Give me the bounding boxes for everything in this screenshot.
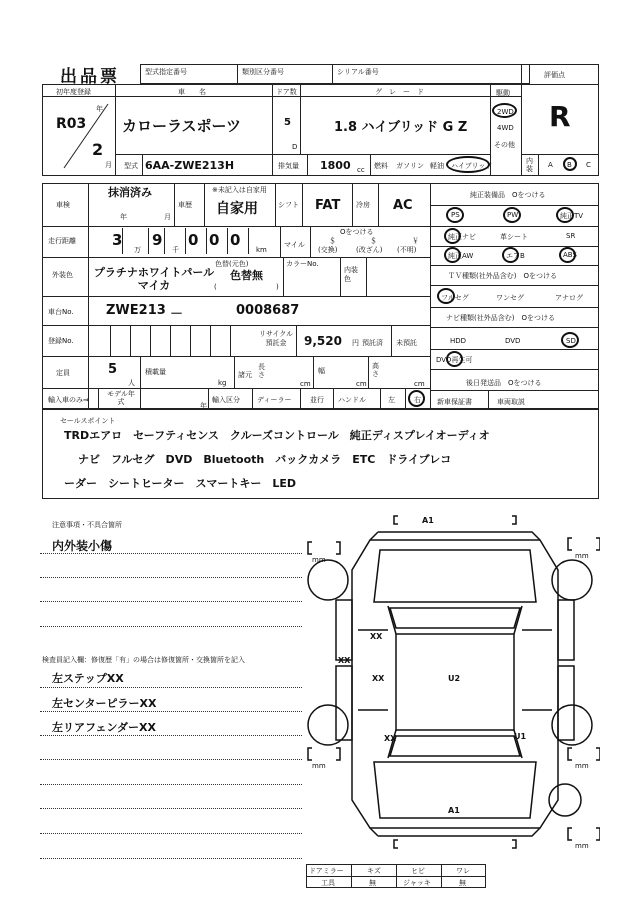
first-reg-year: R03 <box>56 116 87 132</box>
fuel-hybrid-circle <box>446 156 493 173</box>
caution-label: 注意事項・不具合箇所 <box>52 521 122 529</box>
exchange-symbol: ＄ <box>329 237 336 245</box>
color-change-value: 色替無 <box>230 269 263 282</box>
mileage-digit: 0 <box>188 231 199 249</box>
option-genuine-navi-circle <box>444 228 461 244</box>
inspection-year-unit: 年 <box>120 213 127 221</box>
chassis-prefix: ZWE213 <box>106 303 166 318</box>
evaluation-label: 評価点 <box>544 71 565 79</box>
mileage-digit: 9 <box>152 231 163 249</box>
color-change-label: 色替(元色) <box>215 260 249 268</box>
tv-fullseg-circle <box>437 288 455 304</box>
sen-unit: 千 <box>172 246 179 254</box>
serial-no-label: シリアル番号 <box>337 68 379 76</box>
grade-value: 1.8 ハイブリッド G Z <box>334 120 468 135</box>
man-unit: 万 <box>134 246 141 254</box>
km-unit: km <box>256 246 267 254</box>
option-sr: SR <box>566 232 576 240</box>
grade-label: グ レ ー ド <box>375 88 424 96</box>
dvd-play-circle <box>446 351 463 367</box>
type-label: 型式 <box>124 162 138 170</box>
equip-value: ジャッキ <box>403 879 431 887</box>
option-abs-circle <box>559 247 576 263</box>
damage-mark: XX <box>384 734 397 743</box>
mm-unit: mm <box>312 556 326 564</box>
later-manual: 車両取説 <box>497 398 525 406</box>
height-label: 高さ <box>372 362 379 378</box>
cc-unit: cc <box>357 166 365 174</box>
handle-label: ハンドル <box>338 396 366 404</box>
history-value: 自家用 <box>216 201 258 217</box>
damage-mark: U1 <box>514 732 527 741</box>
repair-line: 左センターピラーXX <box>52 697 157 710</box>
recycle-label: リサイクル預託金 <box>258 330 294 347</box>
displacement-label: 排気量 <box>278 162 299 170</box>
repair-line: 左ステップXX <box>52 672 124 685</box>
model-year-label: モデル年式 <box>107 390 135 406</box>
circle-note: Oをつける <box>340 228 374 236</box>
shift-label: シフト <box>278 201 299 209</box>
shift-value: FAT <box>315 198 341 213</box>
length-cm: cm <box>300 380 311 388</box>
car-name: カローラスポーツ <box>122 117 241 135</box>
option-genuine-tv: 純正TV <box>560 212 584 220</box>
option-genuine-tv-circle <box>556 207 574 223</box>
month-suffix: 月 <box>105 161 112 169</box>
fuel-gasoline: ガソリン <box>396 162 424 170</box>
color-paren-left: ( <box>214 283 217 291</box>
drive-2wd-circle <box>492 103 517 118</box>
damage-mark: XX <box>372 674 385 683</box>
fuel-label: 燃料 <box>374 162 388 170</box>
recycle-deposited: 預託済 <box>362 339 383 347</box>
handle-right: 右 <box>414 396 421 404</box>
mileage-label: 走行距離 <box>48 237 76 245</box>
drive-4wd: 4WD <box>497 124 514 132</box>
import-parallel: 並行 <box>310 396 324 404</box>
inspector-label: 検査員記入欄：修復歴「有」の場合は修復箇所・交換箇所を記入 <box>42 656 245 664</box>
sales-line: ナビ フルセグ DVD Bluetooth バックカメラ ETC ドライブレコ <box>78 453 452 466</box>
tv-fullseg: フルセグ <box>441 294 469 302</box>
capacity-label: 定員 <box>56 369 70 377</box>
load-kg: kg <box>218 379 227 387</box>
history-note: ※未記入は自家用 <box>212 186 267 194</box>
handle-left: 左 <box>388 396 395 404</box>
recycle-value: 9,520 <box>304 334 342 348</box>
later-warranty: 新車保証書 <box>437 398 472 406</box>
color-paren-right: ) <box>276 283 279 291</box>
mileage-digit: 0 <box>209 231 220 249</box>
color-value: プラチナホワイトパールマイカ <box>93 266 215 292</box>
drive-other: その他 <box>494 141 515 149</box>
doors-label: ドア数 <box>276 88 297 96</box>
interior-c: C <box>586 161 591 169</box>
navi-sd-circle <box>561 332 579 348</box>
option-ps-circle <box>446 207 464 223</box>
chassis-label: 車台No. <box>48 308 74 316</box>
damage-mark: A1 <box>448 806 460 815</box>
ac-value: AC <box>393 198 413 213</box>
import-label: 輸入車のみ⇒ <box>48 396 89 404</box>
option-airbag-circle <box>502 247 519 263</box>
tv-oneseg: ワンセグ <box>496 294 524 302</box>
recycle-yen: 円 <box>352 339 359 347</box>
width-cm: cm <box>356 380 367 388</box>
mile-label: マイル <box>284 241 305 249</box>
exchange-label: (交換) <box>318 246 338 254</box>
equip-row-label: 工具 <box>321 879 335 887</box>
color-label: 外装色 <box>52 271 73 279</box>
first-reg-month: 2 <box>92 140 104 159</box>
damage-mark: A1 <box>422 516 434 525</box>
option-abs: ABS <box>563 251 577 259</box>
tv-title: ＴＶ種類(社外品含む) Oをつける <box>448 272 557 280</box>
model-no-label: 型式指定番号 <box>145 68 187 76</box>
sales-label: セールスポイント <box>60 417 116 425</box>
navi-sd: SD <box>566 337 576 345</box>
kaizan-label: (改ざん) <box>356 246 383 254</box>
option-airbag: エアB <box>506 252 525 260</box>
chassis-number: 0008687 <box>236 303 300 318</box>
fumei-symbol: ￥ <box>412 237 419 245</box>
interior-color-label: 内装色 <box>344 266 358 283</box>
option-ps: PS <box>451 211 460 219</box>
page-title: 出品票 <box>60 67 120 87</box>
navi-title: ナビ種類(社外品含む) Oをつける <box>446 314 555 322</box>
equip-value: 無 <box>369 879 376 887</box>
equip-header: ドアミラー <box>309 867 344 875</box>
navi-hdd: HDD <box>450 337 467 345</box>
handle-right-circle <box>408 390 425 407</box>
color-no-label: カラーNo. <box>286 260 319 268</box>
caution-line: 内外装小傷 <box>52 539 113 553</box>
length-label: 長さ <box>258 363 265 379</box>
genuine-title: 純正装備品 Oをつける <box>470 191 546 199</box>
drive-2wd: 2WD <box>497 108 514 116</box>
height-cm: cm <box>414 380 425 388</box>
kaizan-symbol: ＄ <box>370 237 377 245</box>
load-label: 積載量 <box>145 368 166 376</box>
doors-sub: D <box>292 143 298 151</box>
capacity-value: 5 <box>108 362 118 377</box>
dims-label: 諸元 <box>238 371 252 379</box>
mm-unit: mm <box>575 762 589 770</box>
ac-label: 冷房 <box>356 201 370 209</box>
option-pw: PW <box>507 211 519 219</box>
tv-analog: アナログ <box>555 294 583 302</box>
damage-mark: XX <box>370 632 383 641</box>
sales-line: ーダー シートヒーター スマートキー LED <box>64 477 296 490</box>
inspection-value: 抹消済み <box>108 186 152 199</box>
import-dealer: ディーラー <box>257 396 292 404</box>
equip-header: ワレ <box>456 867 470 875</box>
repair-line: 左リアフェンダーXX <box>52 721 156 734</box>
car-damage-diagram <box>300 510 600 860</box>
first-reg-label: 初年度登録 <box>56 88 91 96</box>
doors-value: 5 <box>284 117 291 128</box>
fuel-diesel: 軽油 <box>430 162 444 170</box>
capacity-unit: 人 <box>128 379 135 387</box>
option-genuine-aw-circle <box>444 247 461 263</box>
mileage-digit: 0 <box>230 231 241 249</box>
navi-dvd: DVD <box>505 337 521 345</box>
mm-unit: mm <box>312 762 326 770</box>
import-div-label: 輸入区分 <box>212 396 240 404</box>
equip-header: ヒビ <box>411 867 425 875</box>
chassis-dash: － <box>170 307 184 322</box>
recycle-not-deposited: 未預託 <box>396 339 417 347</box>
equip-value: 無 <box>459 879 466 887</box>
fuel-hybrid: ハイブリッド <box>451 162 493 170</box>
option-genuine-aw: 純正AW <box>448 252 474 260</box>
year-suffix: 年 <box>96 105 103 113</box>
interior-b-circle <box>563 157 577 171</box>
mm-unit: mm <box>575 552 589 560</box>
class-no-label: 類別区分番号 <box>242 68 284 76</box>
dvd-play: DVD再生可 <box>436 356 473 364</box>
mm-unit: mm <box>575 842 589 850</box>
option-genuine-navi: 純正ナビ <box>448 233 476 241</box>
reg-no-label: 登録No. <box>48 337 74 345</box>
interior-a: A <box>548 161 553 169</box>
sales-line: TRDエアロ セーフティセンス クルーズコントロール 純正ディスプレイオーディオ <box>64 429 490 442</box>
fumei-label: (不明) <box>397 246 417 254</box>
later-title: 後日発送品 Oをつける <box>466 379 542 387</box>
width-label: 幅 <box>318 367 325 375</box>
interior-b: B <box>567 161 572 169</box>
mileage-digits <box>92 228 272 256</box>
inspection-month-unit: 月 <box>164 213 171 221</box>
damage-mark: U2 <box>448 674 461 683</box>
option-pw-circle <box>503 207 521 223</box>
option-leather: 革シート <box>500 233 528 241</box>
history-label: 車歴 <box>178 201 192 209</box>
interior-label: 内装 <box>526 157 533 173</box>
type-code: 6AA-ZWE213H <box>145 159 235 172</box>
evaluation-score: R <box>549 100 571 133</box>
displacement-value: 1800 <box>320 159 351 172</box>
inspection-label: 車検 <box>56 201 70 209</box>
drive-label: 駆動 <box>496 89 510 97</box>
mileage-digit: 3 <box>112 231 123 249</box>
model-year-unit: 年 <box>200 402 207 410</box>
equip-header: キズ <box>367 867 381 875</box>
car-name-label: 車 名 <box>178 88 206 96</box>
damage-mark: XX <box>338 656 351 665</box>
